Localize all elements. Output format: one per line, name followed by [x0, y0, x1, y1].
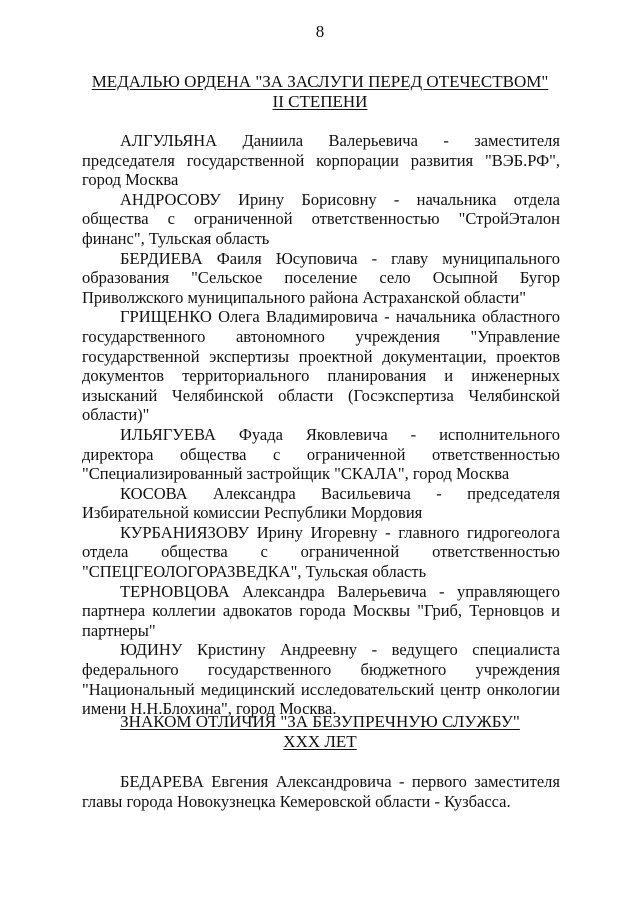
award-entry: ГРИЩЕНКО Олега Владимировича - начальника областного государственного автономного учреждения "Управление государственной экспертизы проектной документации, проектов документов территориального планирования и инженерных изысканий Челябинской области (Госэкспертиза Челябинской области)"	[82, 307, 560, 425]
award-entry: ЮДИНУ Кристину Андреевну - ведущего специалиста федерального государственного бюджетного учреждения "Национальный медицинский исследовательский центр онкологии имени Н.Н.Блохина", город Москва.	[82, 640, 560, 719]
section-heading-line: II СТЕПЕНИ	[272, 92, 368, 111]
award-entry: ТЕРНОВЦОВА Александра Валерьевича - управляющего партнера коллегии адвокатов города Москвы "Гриб, Терновцов и партнеры"	[82, 581, 560, 640]
award-entry: КУРБАНИЯЗОВУ Ирину Игоревну - главного гидрогеолога отдела общества с ограниченной ответственностью "СПЕЦГЕОЛОГОРАЗВЕДКА", Тульская область	[82, 522, 560, 582]
award-entry: КОСОВА Александра Васильевича - председателя Избирательной комиссии Республики Мордовия	[82, 483, 560, 523]
section-heading-line: XXX ЛЕТ	[283, 732, 357, 751]
award-entry: ИЛЬЯГУЕВА Фуада Яковлевича - исполнительного директора общества с ограниченной ответственностью "Специализированный застройщик "СКАЛА", город Москва	[82, 424, 560, 484]
section-heading-line: МЕДАЛЬЮ ОРДЕНА "ЗА ЗАСЛУГИ ПЕРЕД ОТЕЧЕСТВОМ"	[91, 72, 549, 91]
award-entry: БЕДАРЕВА Евгения Александровича - первого заместителя главы города Новокузнецка Кемеровской области - Кузбасса.	[82, 772, 560, 811]
award-entry: АНДРОСОВУ Ирину Борисовну - начальника отдела общества с ограниченной ответственностью "СтройЭталон финанс", Тульская область	[82, 189, 560, 248]
section-heading-line: ЗНАКОМ ОТЛИЧИЯ "ЗА БЕЗУПРЕЧНУЮ СЛУЖБУ"	[120, 712, 520, 731]
award-list-medal	[82, 131, 560, 719]
award-entry: БЕРДИЕВА Фаиля Юсуповича - главу муниципального образования "Сельское поселение село Осыпной Бугор Приволжского муниципального района Астраханской области"	[82, 248, 560, 307]
page-number: 8	[315, 22, 325, 41]
award-entry: АЛГУЛЬЯНА Даниила Валерьевича - заместителя председателя государственной корпорации развития "ВЭБ.РФ", город Москва	[82, 131, 560, 190]
section-heading-service	[0, 712, 640, 752]
section-heading-medal	[0, 72, 640, 112]
award-list-service	[82, 772, 560, 811]
